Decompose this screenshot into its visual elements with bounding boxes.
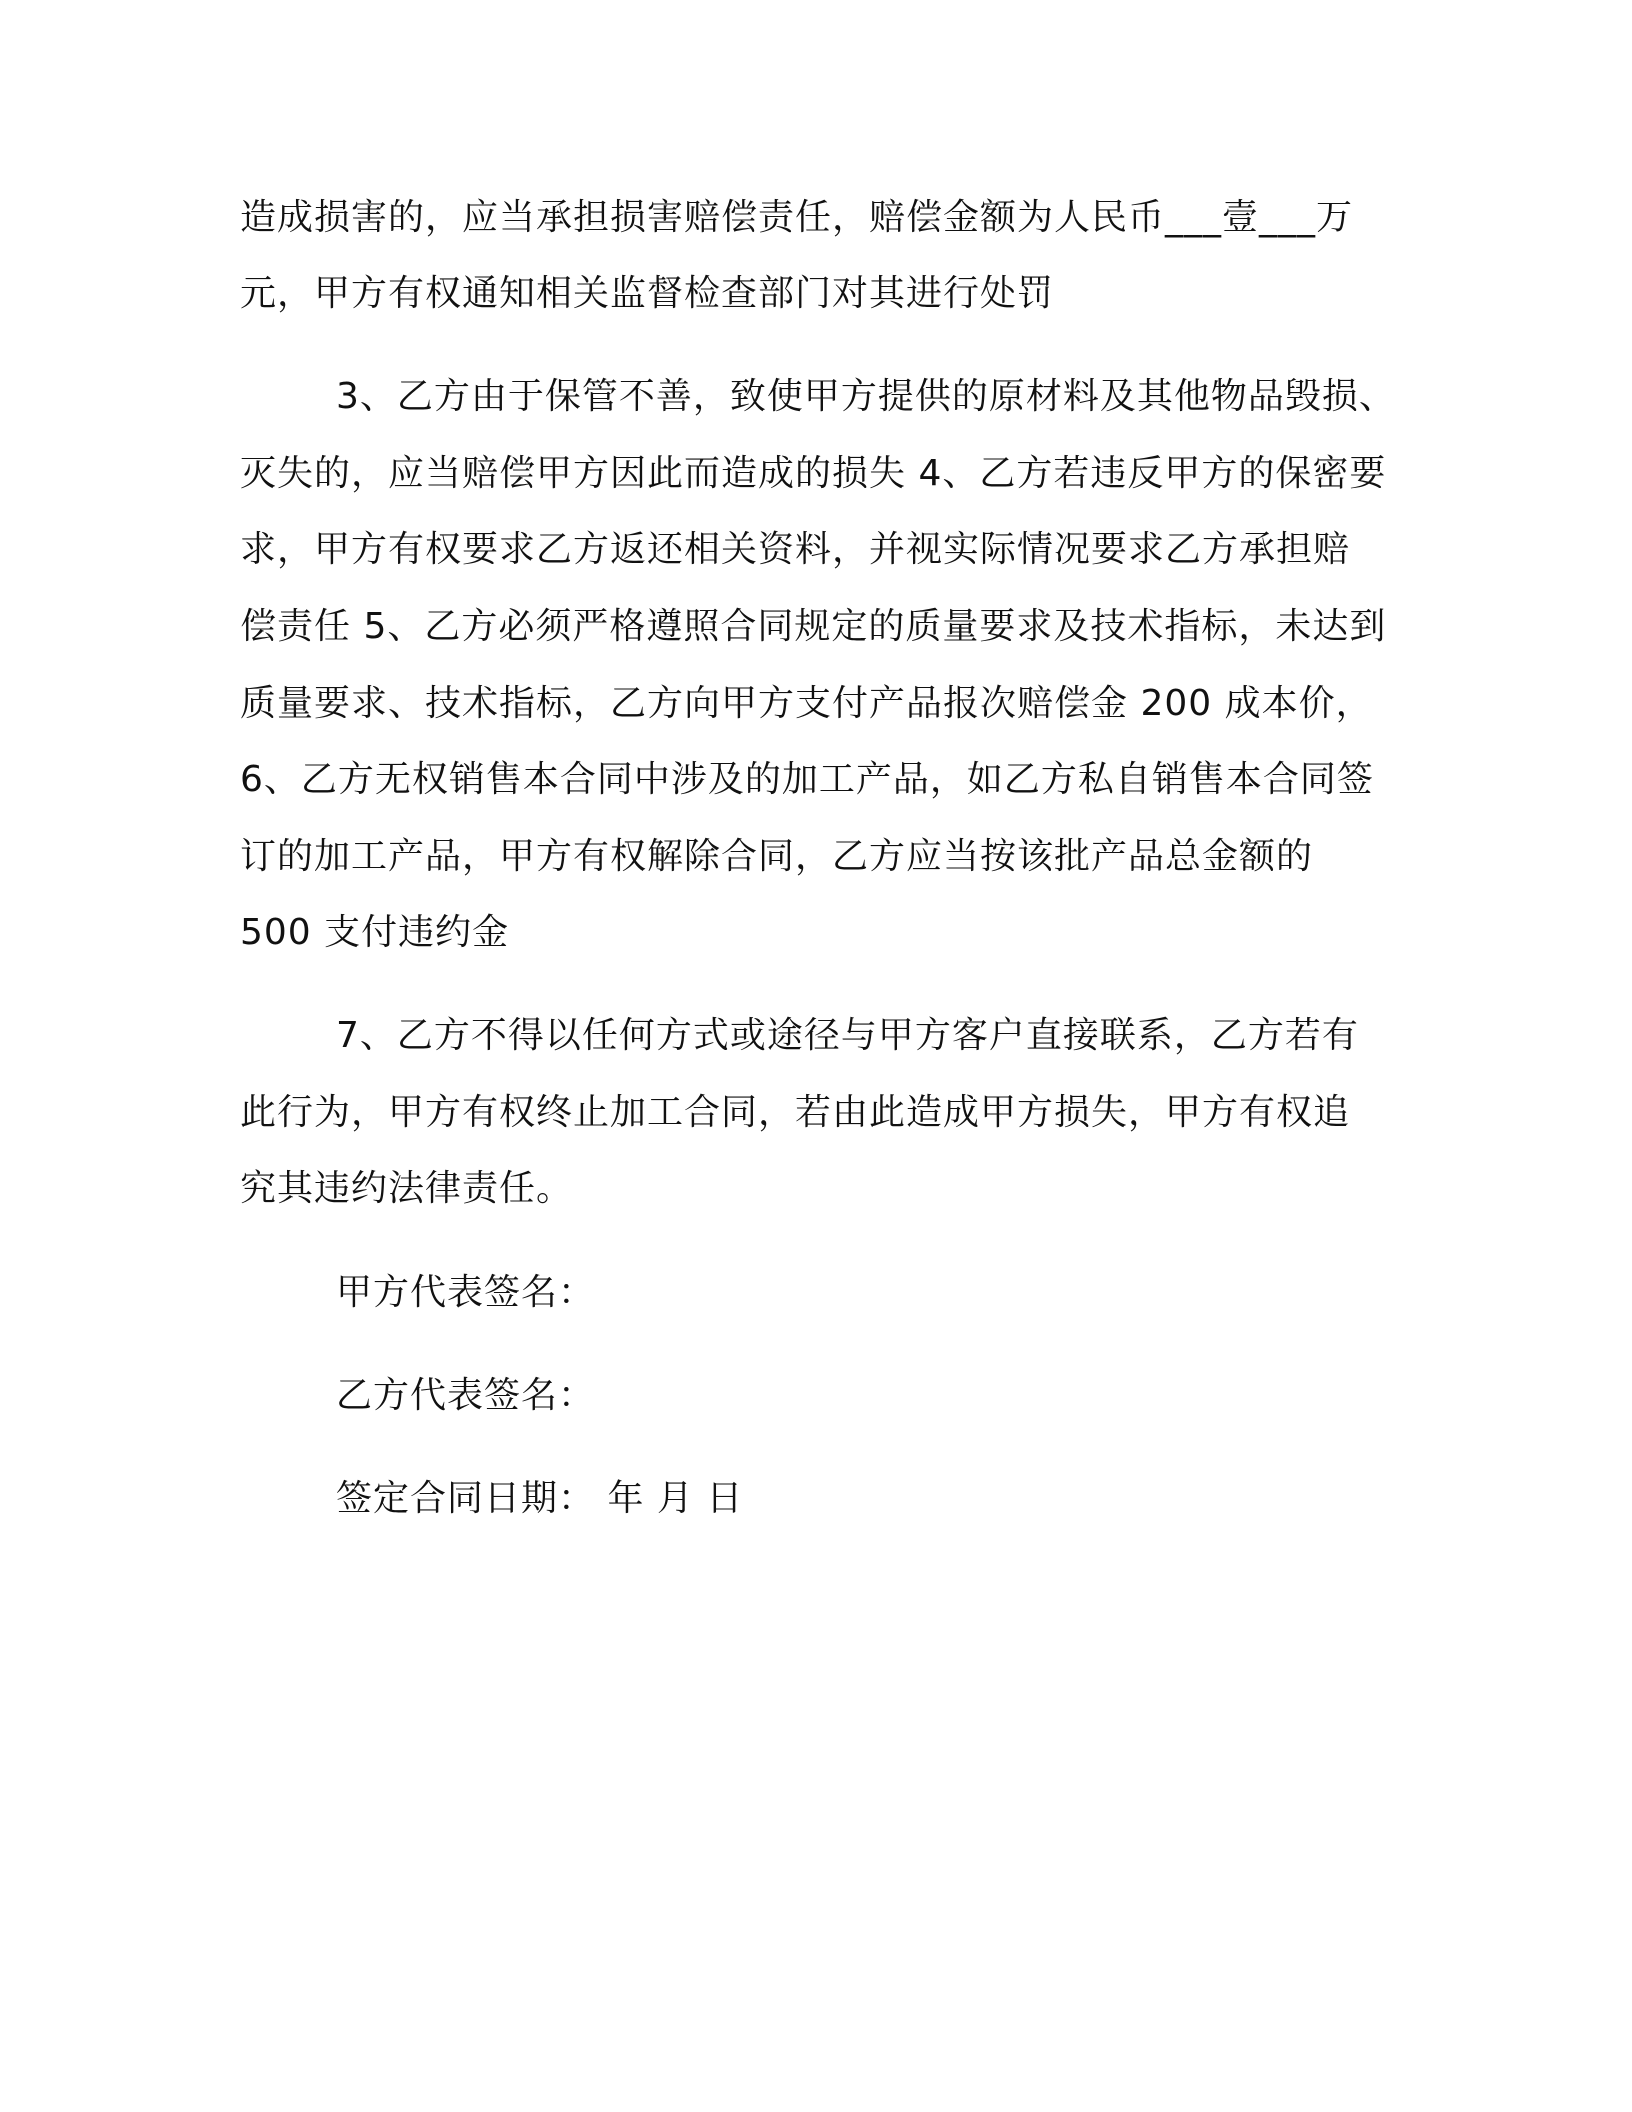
paragraph-line: 元，甲方有权通知相关监督检查部门对其进行处罚 <box>240 273 1055 314</box>
paragraph-line: 求，甲方有权要求乙方返还相关资料，并视实际情况要求乙方承担赔 <box>240 529 1351 570</box>
paragraph-line: 3、乙方由于保管不善，致使甲方提供的原材料及其他物品毁损、 <box>336 376 1396 417</box>
paragraph-line: 7、乙方不得以任何方式或途径与甲方客户直接联系，乙方若有 <box>336 1015 1359 1056</box>
paragraph-line: 500 支付违约金 <box>240 912 510 953</box>
paragraph-line: 造成损害的，应当承担损害赔偿责任，赔偿金额为人民币___壹___万 <box>240 197 1354 238</box>
paragraph-line: 6、乙方无权销售本合同中涉及的加工产品，如乙方私自销售本合同签 <box>240 759 1374 800</box>
party-a-signature: 甲方代表签名： <box>336 1272 596 1313</box>
paragraph-line: 订的加工产品，甲方有权解除合同，乙方应当按该批产品总金额的 <box>240 836 1314 877</box>
paragraph-line: 偿责任 5、乙方必须严格遵照合同规定的质量要求及技术指标，未达到 <box>240 606 1387 647</box>
contract-date: 签定合同日期： 年 月 日 <box>336 1478 744 1519</box>
party-b-signature: 乙方代表签名： <box>336 1375 596 1416</box>
paragraph-line: 灭失的，应当赔偿甲方因此而造成的损失 4、乙方若违反甲方的保密要 <box>240 453 1387 494</box>
paragraph-line: 质量要求、技术指标，乙方向甲方支付产品报次赔偿金 200 成本价， <box>240 683 1373 724</box>
paragraph-line: 此行为，甲方有权终止加工合同，若由此造成甲方损失，甲方有权追 <box>240 1092 1351 1133</box>
paragraph-line: 究其违约法律责任。 <box>240 1168 574 1209</box>
